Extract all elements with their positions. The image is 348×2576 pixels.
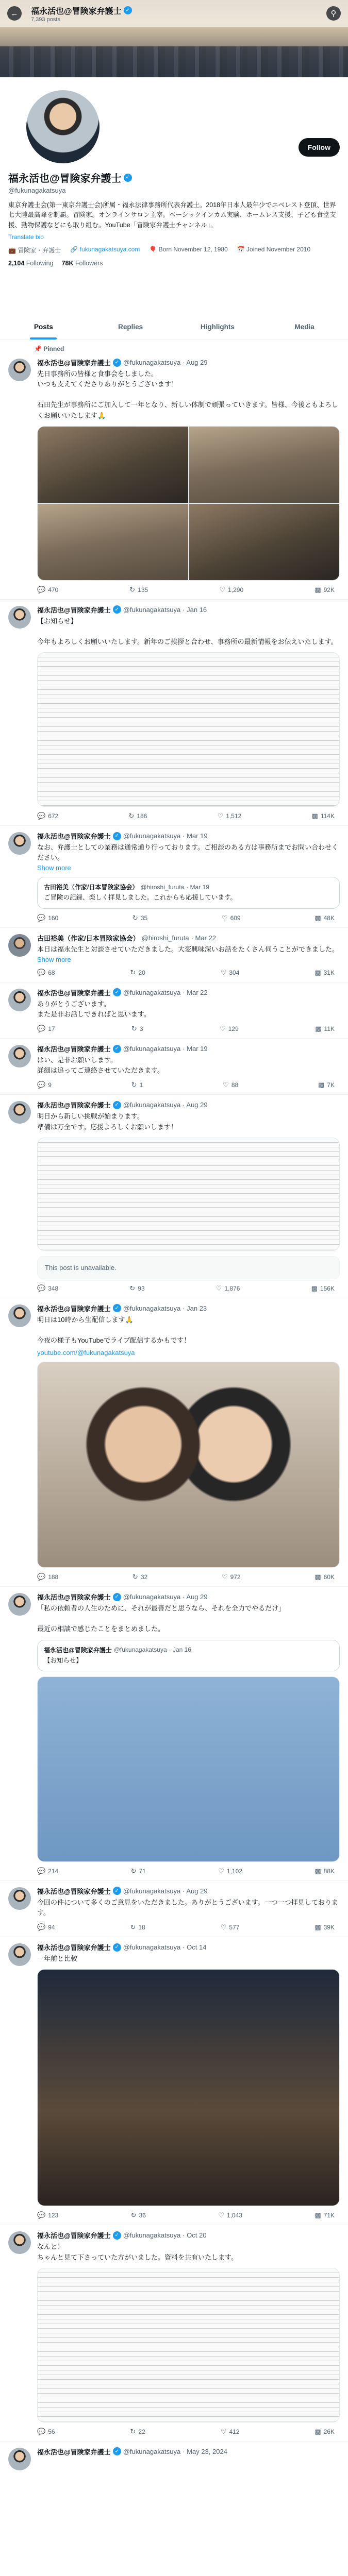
repost-icon: ↻ (130, 2427, 136, 2435)
followers-link[interactable]: 78K Followers (61, 260, 103, 267)
repost-button[interactable]: ↻ 135 (129, 585, 148, 594)
tweet-media[interactable] (37, 1138, 340, 1251)
like-button[interactable]: ♡ 1,876 (216, 1284, 240, 1292)
profile-avatar[interactable] (24, 88, 102, 166)
tweet-avatar[interactable] (8, 1943, 31, 1966)
views-button[interactable]: ▩ 60K (314, 1573, 335, 1581)
like-button[interactable]: ♡ 1,290 (219, 585, 244, 594)
views-icon: ▩ (314, 2211, 321, 2219)
tweet-actions (37, 1867, 340, 1875)
repost-icon: ↻ (129, 585, 136, 594)
heart-icon: ♡ (220, 2427, 227, 2435)
verified-badge-icon: ✓ (113, 2231, 121, 2240)
repost-icon: ↻ (130, 1867, 137, 1875)
quote-handle: @fukunagakatsuya (113, 1646, 167, 1654)
repost-button[interactable]: ↻ 35 (132, 913, 148, 922)
tweet-actions (37, 914, 340, 922)
tweet-handle: @fukunagakatsuya (123, 832, 181, 840)
tweet-author[interactable]: 福永活也@冒険家弁護士 (37, 359, 111, 367)
tweet[interactable] (0, 1298, 348, 1587)
follow-button[interactable]: Follow (299, 138, 340, 157)
profile-born: Born November 12, 1980 (158, 246, 228, 253)
heart-icon: ♡ (220, 1025, 226, 1033)
top-bar (0, 0, 348, 27)
views-icon: ▩ (314, 913, 321, 922)
tweet-handle: @fukunagakatsuya (123, 2447, 181, 2455)
views-icon: ▩ (314, 968, 321, 976)
tweet-photo[interactable] (189, 504, 340, 580)
repost-icon: ↻ (132, 913, 138, 922)
reply-icon: 💬 (37, 1923, 46, 1931)
tweet-handle: @fukunagakatsuya (123, 1943, 181, 1952)
quote-author: 福永活也@冒険家弁護士 (44, 1646, 112, 1654)
tweet[interactable] (0, 1039, 348, 1095)
verified-badge-icon: ✓ (113, 2447, 121, 2455)
tweet-date[interactable]: · Oct 14 (183, 1943, 207, 1952)
like-button[interactable]: ♡ 129 (220, 1025, 239, 1033)
tweet[interactable] (0, 2225, 348, 2441)
tweet-avatar[interactable] (8, 832, 31, 855)
tweet[interactable] (0, 1937, 348, 2225)
tweet-date[interactable]: · Mar 19 (183, 832, 208, 840)
quote-date: · Mar 19 (186, 883, 209, 891)
tweet-handle: @fukunagakatsuya (123, 1304, 181, 1312)
following-link[interactable]: 2,104 Following (8, 260, 54, 267)
like-button[interactable]: ♡ 304 (220, 968, 240, 976)
reply-icon: 💬 (37, 1573, 46, 1581)
reply-button[interactable]: 💬 188 (37, 1573, 59, 1581)
heart-icon: ♡ (223, 1081, 229, 1089)
repost-button[interactable]: ↻ 186 (128, 812, 147, 820)
profile-category: 冒険家・弁護士 (18, 247, 61, 255)
tweet-handle: @fukunagakatsuya (123, 2231, 181, 2240)
follow-counts (8, 260, 338, 267)
heart-icon: ♡ (217, 812, 224, 820)
posts-count: 7,393 posts (31, 16, 60, 23)
like-button[interactable]: ♡ 1,102 (218, 1867, 242, 1875)
views-button[interactable]: ▩ 48K (314, 913, 335, 922)
tweet[interactable] (0, 1881, 348, 1937)
tweet-actions (37, 586, 340, 594)
like-button[interactable]: ♡ 412 (220, 2427, 240, 2435)
like-button[interactable]: ♡ 577 (220, 1923, 240, 1931)
tweet-text: ありがとうございます。 また是非お話しできればと思います。 (37, 999, 151, 1019)
tweet-photo[interactable] (38, 1362, 339, 1567)
tweet-author[interactable]: 福永活也@冒険家弁護士 (37, 1887, 111, 1895)
tweet-text: 今回の件について多くのご意見をいただきました。ありがとうございます。一つ一つ拝見しております。 (37, 1898, 338, 1917)
tweet-media[interactable] (37, 1676, 340, 1862)
tweet-photo[interactable] (38, 1970, 339, 2206)
pinned-label: 📌 Pinned (34, 345, 64, 352)
tweet-handle: @fukunagakatsuya (123, 1887, 181, 1895)
reply-button[interactable]: 💬 214 (37, 1867, 59, 1875)
views-icon: ▩ (314, 1573, 321, 1581)
reply-button[interactable]: 💬 672 (37, 812, 59, 820)
tweet[interactable] (0, 1587, 348, 1881)
repost-button[interactable]: ↻ 3 (131, 1025, 143, 1033)
tweet[interactable] (0, 600, 348, 826)
tweet-avatar[interactable] (8, 2448, 31, 2470)
views-icon: ▩ (314, 2427, 321, 2435)
tweet-actions (37, 812, 340, 820)
tweet-link[interactable]: youtube.com/@fukunagakatsuya (37, 1349, 135, 1357)
tweet-photo[interactable] (38, 653, 339, 806)
repost-button[interactable]: ↻ 32 (132, 1573, 148, 1581)
tweet-date[interactable]: · Jan 16 (183, 605, 207, 614)
repost-icon: ↻ (130, 1923, 136, 1931)
tweet-photo[interactable] (189, 427, 340, 503)
like-button[interactable]: ♡ 88 (223, 1081, 239, 1089)
tweet-author[interactable]: 福永活也@冒険家弁護士 (37, 1304, 111, 1313)
tweet-handle: @fukunagakatsuya (123, 359, 181, 366)
verified-badge-icon: ✓ (113, 988, 121, 996)
verified-badge-icon: ✓ (113, 1943, 121, 1952)
tweet-media[interactable] (37, 1362, 340, 1568)
reply-button[interactable]: 💬 68 (37, 968, 55, 976)
profile-meta (8, 246, 338, 255)
verified-badge-icon: ✓ (113, 1304, 121, 1312)
translate-bio-link[interactable]: Translate bio (8, 233, 44, 241)
tweet-avatar[interactable] (8, 1887, 31, 1910)
reply-icon: 💬 (37, 1284, 46, 1292)
tab-posts[interactable]: Posts (0, 314, 87, 340)
reply-icon: 💬 (37, 913, 46, 922)
views-button[interactable]: ▩ 92K (314, 585, 335, 594)
quote-author: 古田裕美（作家/日本冒険家協会） (44, 884, 139, 891)
reply-button[interactable]: 💬 94 (37, 1923, 55, 1931)
tweet-text: はい、是非お願いします。 詳細は追ってご連絡させていただきます。 (37, 1056, 164, 1075)
quoted-tweet[interactable] (37, 877, 340, 908)
tweet-text: なお、弁護士としての業務は通常通り行っております。ご相談のある方は事務所までお問い合わせください。 (37, 843, 338, 862)
reply-button[interactable]: 💬 123 (37, 2211, 59, 2219)
tweet[interactable] (0, 982, 348, 1039)
tweet-date[interactable]: · Aug 29 (183, 359, 208, 366)
like-button[interactable]: ♡ 609 (221, 913, 241, 922)
tweet-media[interactable] (37, 2268, 340, 2422)
tweet-text: なんと！ ちゃんと見て下さっていた方がいました。資料を共有いたします。 (37, 2243, 238, 2261)
tweet-actions (37, 2211, 340, 2219)
repost-icon: ↻ (130, 968, 136, 976)
search-icon[interactable]: ⚲ (326, 6, 341, 21)
profile-info (8, 170, 338, 267)
reply-button[interactable]: 💬 17 (37, 1025, 55, 1033)
repost-button[interactable]: ↻ 20 (130, 968, 145, 976)
tweet-text: 明日は10時から生配信します🙏 今夜の様子もYouTubeでライブ配信するかもです！ (37, 1315, 191, 1345)
tweet-avatar[interactable] (8, 1304, 31, 1327)
reply-icon: 💬 (37, 812, 46, 820)
like-button[interactable]: ♡ 1,512 (217, 812, 242, 820)
tweet-text: 明日から新しい挑戦が始まります。 準備は万全です。応援よろしくお願いします！ (37, 1112, 177, 1131)
tweet-handle: @fukunagakatsuya (123, 988, 181, 996)
reply-button[interactable]: 💬 470 (37, 585, 59, 594)
tweet-handle: @fukunagakatsuya (123, 1045, 181, 1053)
tweet-author[interactable]: 福永活也@冒険家弁護士 (37, 2232, 111, 2240)
tweet-handle: @fukunagakatsuya (123, 1593, 181, 1601)
verified-badge-icon: ✓ (113, 832, 121, 840)
tweet-author[interactable]: 福永活也@冒険家弁護士 (37, 833, 111, 841)
tweet-date[interactable]: · Mar 22 (191, 934, 216, 942)
tweet[interactable] (0, 1095, 348, 1298)
repost-button[interactable]: ↻ 22 (130, 2427, 145, 2435)
show-more-link[interactable]: Show more (37, 864, 71, 872)
heart-icon: ♡ (220, 968, 227, 976)
reply-button[interactable]: 💬 160 (37, 913, 59, 922)
heart-icon: ♡ (220, 1923, 227, 1931)
reply-button[interactable]: 💬 348 (37, 1284, 59, 1292)
views-button[interactable]: ▩ 39K (314, 1923, 335, 1931)
views-button[interactable]: ▩ 156K (311, 1284, 335, 1292)
tweet-photo[interactable] (38, 1677, 339, 1861)
profile-bio: 東京弁護士会(第一東京弁護士会)所属・福永法律事務所代表弁護士。2018年日本人最年少でエベレスト登頂、世界七大陸最高峰を制覇。冒険家。オンラインサロン主宰。ベーシックインカム実験、ホームレス支援、子ども食堂支援、動物保護などにも取り組む。YouTube「冒険家弁護士チャンネル」。 (8, 201, 336, 229)
repost-icon: ↻ (131, 1081, 137, 1089)
views-button[interactable]: ▩ 11K (315, 1025, 335, 1033)
top-bar-title (31, 5, 132, 23)
reply-icon: 💬 (37, 585, 46, 594)
verified-badge-icon: ✓ (113, 1045, 121, 1053)
verified-badge-icon: ✓ (113, 1887, 121, 1895)
repost-icon: ↻ (129, 1284, 136, 1292)
tweet-date[interactable]: · Aug 29 (183, 1101, 208, 1109)
tweet-text: 本日は福永先生と対談させていただきました。大変興味深いお話をたくさん伺うことができました。 (37, 945, 339, 953)
tweet-date[interactable]: · Aug 29 (183, 1593, 208, 1601)
tweet-text: 先日事務所の皆様と食事会をしました。 いつも支えてくださりありがとうございます！ 石田先生が事務所にご加入して一年となり、新しい体制で頑張っていきます。皆様、今後ともよろしくお願いいたします🙏 (37, 370, 338, 419)
link-icon: 🔗 (70, 246, 78, 253)
pin-icon: 📌 (34, 345, 42, 352)
tweet-author[interactable]: 福永活也@冒険家弁護士 (37, 606, 111, 614)
tweet[interactable] (0, 928, 348, 982)
tweet-author[interactable]: 福永活也@冒険家弁護士 (37, 1594, 111, 1602)
repost-icon: ↻ (131, 1025, 137, 1033)
repost-button[interactable]: ↻ 36 (130, 2211, 146, 2219)
tweet-avatar[interactable] (8, 359, 31, 381)
quoted-tweet[interactable] (37, 1640, 340, 1671)
repost-icon: ↻ (132, 1573, 138, 1581)
repost-icon: ↻ (128, 812, 135, 820)
views-icon: ▩ (311, 1284, 318, 1292)
tweet-photo[interactable] (38, 1138, 339, 1250)
tweet-author[interactable]: 古田裕美（作家/日本冒険家協会） (37, 934, 140, 942)
tweet-handle: @fukunagakatsuya (123, 1101, 181, 1109)
tweet-handle: @hiroshi_furuta (141, 934, 189, 942)
back-arrow-icon[interactable]: ← (7, 6, 22, 21)
views-button[interactable]: ▩ 71K (314, 2211, 335, 2219)
views-button[interactable]: ▩ 26K (314, 2427, 335, 2435)
reply-button[interactable]: 💬 56 (37, 2427, 55, 2435)
profile-tabs (0, 314, 348, 340)
repost-button[interactable]: ↻ 1 (131, 1081, 143, 1089)
tweet-avatar[interactable] (8, 934, 31, 957)
heart-icon: ♡ (218, 2211, 224, 2219)
tweet-photo[interactable] (38, 504, 188, 580)
verified-badge-icon: ✓ (113, 1101, 121, 1109)
tweet-author[interactable]: 福永活也@冒険家弁護士 (37, 1045, 111, 1054)
verified-badge-icon: ✓ (113, 359, 121, 367)
tweet-avatar[interactable] (8, 989, 31, 1011)
views-icon: ▩ (314, 1867, 321, 1875)
verified-badge-icon: ✓ (113, 605, 121, 614)
tweet-date[interactable]: · May 23, 2024 (183, 2447, 227, 2455)
profile-joined: Joined November 2010 (246, 246, 311, 253)
views-button[interactable]: ▩ 88K (314, 1867, 335, 1875)
tab-media[interactable]: Media (294, 323, 314, 331)
tweet-text: 「私の依頼者の人生のために、それが最善だと思うなら、それを全力でやるだけ」 最近の相談で感じたことをまとめました。 (37, 1604, 286, 1633)
tweet-author[interactable]: 福永活也@冒険家弁護士 (37, 2448, 111, 2456)
tweet-actions (37, 1573, 340, 1581)
views-button[interactable]: ▩ 31K (314, 968, 335, 976)
tweet-media[interactable] (37, 652, 340, 807)
tweet-author[interactable]: 福永活也@冒険家弁護士 (37, 989, 111, 997)
tweet-media[interactable] (37, 1969, 340, 2206)
views-icon: ▩ (318, 1081, 325, 1089)
heart-icon: ♡ (218, 1867, 224, 1875)
tweet-avatar[interactable] (8, 1593, 31, 1616)
profile-handle: @fukunagakatsuya (8, 187, 66, 194)
reply-icon: 💬 (37, 2211, 46, 2219)
repost-button[interactable]: ↻ 71 (130, 1867, 146, 1875)
reply-icon: 💬 (37, 2427, 46, 2435)
tweet-actions (37, 1025, 340, 1033)
tweet-photo[interactable] (38, 2268, 339, 2422)
tweet-actions (37, 1923, 340, 1931)
tweet-text: 一年前と比較 (37, 1955, 78, 1963)
tweet[interactable] (0, 352, 348, 600)
tweet-text: 【お知らせ】 今年もよろしくお願いいたします。新年のご挨拶と合わせ、事務所の最新情報をお伝えいたします。 (37, 617, 338, 646)
tweet-handle: @fukunagakatsuya (123, 605, 181, 614)
reply-button[interactable]: 💬 9 (37, 1081, 52, 1089)
tab-highlights[interactable]: Highlights (200, 323, 235, 331)
profile-name: 福永活也@冒険家弁護士 (8, 173, 122, 184)
views-button[interactable]: ▩ 114K (311, 812, 335, 820)
views-icon: ▩ (314, 585, 321, 594)
reply-icon: 💬 (37, 1025, 46, 1033)
reply-icon: 💬 (37, 1081, 46, 1089)
reply-icon: 💬 (37, 1867, 46, 1875)
views-icon: ▩ (315, 1025, 322, 1033)
heart-icon: ♡ (219, 585, 226, 594)
heart-icon: ♡ (221, 913, 228, 922)
tab-replies[interactable]: Replies (118, 323, 143, 331)
tweet-date[interactable]: · Oct 20 (183, 2231, 207, 2240)
briefcase-icon: 💼 (8, 247, 16, 255)
tweet-date[interactable]: · Aug 29 (183, 1887, 208, 1895)
quote-date: · Jan 16 (169, 1646, 191, 1654)
tweet-avatar[interactable] (8, 1045, 31, 1067)
unavailable-notice: This post is unavailable. (37, 1256, 340, 1279)
verified-badge-icon: ✓ (124, 174, 132, 182)
show-more-link[interactable]: Show more (37, 955, 71, 963)
tweet-avatar[interactable] (8, 1101, 31, 1124)
quote-handle: @hiroshi_furuta (140, 883, 185, 891)
tweet-author[interactable]: 福永活也@冒険家弁護士 (37, 1944, 111, 1952)
top-bar-name: 福永活也@冒険家弁護士 (31, 7, 122, 16)
tweet-avatar[interactable] (8, 606, 31, 629)
repost-icon: ↻ (130, 2211, 137, 2219)
views-button[interactable]: ▩ 7K (318, 1081, 335, 1089)
tweet-photo[interactable] (38, 427, 188, 503)
reply-icon: 💬 (37, 968, 46, 976)
tweet-avatar[interactable] (8, 2231, 31, 2254)
like-button[interactable]: ♡ 972 (221, 1573, 241, 1581)
heart-icon: ♡ (216, 1284, 222, 1292)
tweet-actions (37, 2428, 340, 2436)
repost-button[interactable]: ↻ 93 (129, 1284, 145, 1292)
tweet-date[interactable]: · Mar 19 (183, 1045, 208, 1053)
balloon-icon: 🎈 (149, 246, 157, 253)
profile-website-link[interactable]: fukunagakatsuya.com (79, 246, 140, 253)
quote-text: 【お知らせ】 (44, 1656, 82, 1664)
like-button[interactable]: ♡ 1,043 (218, 2211, 242, 2219)
verified-badge-icon: ✓ (124, 6, 132, 14)
views-icon: ▩ (314, 1923, 321, 1931)
tweet-actions (37, 1081, 340, 1089)
tweet[interactable] (0, 2442, 348, 2462)
quote-text: ご冒険の記録、楽しく拝見しました。これからも応援しています。 (44, 894, 237, 902)
tweet[interactable] (0, 826, 348, 928)
timeline (0, 340, 348, 2462)
views-icon: ▩ (311, 812, 318, 820)
tweet-date[interactable]: · Mar 22 (183, 988, 208, 996)
tweet-actions (37, 1284, 340, 1293)
heart-icon: ♡ (221, 1573, 228, 1581)
tweet-author[interactable]: 福永活也@冒険家弁護士 (37, 1101, 111, 1110)
calendar-icon: 📅 (237, 246, 245, 253)
repost-button[interactable]: ↻ 18 (130, 1923, 145, 1931)
tweet-date[interactable]: · Jan 23 (183, 1304, 207, 1312)
tweet-actions (37, 969, 340, 977)
verified-badge-icon: ✓ (113, 1593, 121, 1601)
tweet-media[interactable] (37, 426, 340, 581)
